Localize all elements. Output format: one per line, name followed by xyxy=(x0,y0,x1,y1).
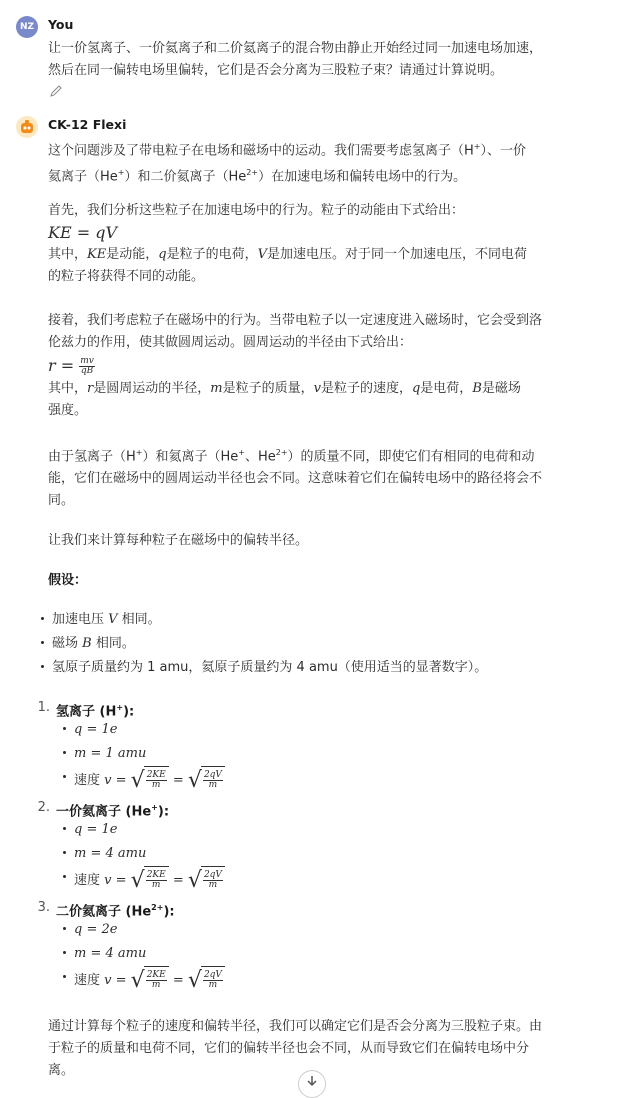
list-number: 3. xyxy=(37,900,50,915)
conclusion-paragraph: 通过计算每个粒子的速度和偏转半径，我们可以确定它们是否会分离为三股粒子束。由 xyxy=(48,1019,543,1034)
ion-item xyxy=(32,796,606,896)
answer-paragraph: 其中，KE是动能，q是粒子的电荷，V是加速电压。对于同一个加速电压，不同电荷 xyxy=(48,247,527,262)
answer-paragraph: 强度。 xyxy=(48,403,88,418)
speed-line: 速度 v = √ $\frac{2KE}{m}$ = √ $\frac{2qV}{m}$ xyxy=(62,966,225,995)
pencil-icon[interactable] xyxy=(49,84,63,98)
charge-line: q = 1e xyxy=(62,818,225,842)
user-text-line: 然后在同一偏转电场里偏转，它们是否会分离为三股粒子束？请通过计算说明。 xyxy=(48,63,504,78)
assumption-item: 加速电压 V 相同。 xyxy=(40,608,606,632)
equation-ke: KE = qV xyxy=(48,223,118,242)
ion-item xyxy=(32,896,606,996)
charge-line: q = 2e xyxy=(62,918,225,942)
answer-paragraph: 的粒子将获得不同的动能。 xyxy=(48,269,205,284)
bot-name: CK-12 Flexi xyxy=(48,117,127,132)
ion-title: 一价氦离子 (He+): xyxy=(56,803,170,820)
list-number: 1. xyxy=(37,700,50,715)
user-text-line: 让一价氢离子、一价氦离子和二价氦离子的混合物由静止开始经过同一加速电场加速， xyxy=(48,41,543,56)
answer-paragraph: 能，它们在磁场中的圆周运动半径也会不同。这意味着它们在偏转电场中的路径将会不 xyxy=(48,471,543,487)
assumption-list xyxy=(40,608,606,680)
mass-line: m = 4 amu xyxy=(62,842,225,866)
answer-paragraph: 由于氢离子（H+）和氦离子（He+、$He^{2+}$）的质量不同，即使它们有相同的电荷和动 xyxy=(48,448,535,465)
user-message xyxy=(16,16,606,106)
speed-line: 速度 v = √ $\frac{2KE}{m}$ = √ $\frac{2qV}{m}$ xyxy=(62,866,225,895)
answer-paragraph: 让我们来计算每种粒子在磁场中的偏转半径。 xyxy=(48,533,309,548)
mass-line: m = 4 amu xyxy=(62,942,225,966)
user-avatar: NZ xyxy=(16,16,38,38)
ion-item xyxy=(32,696,606,796)
conclusion-paragraph: 离。 xyxy=(48,1063,75,1078)
flexi-robot-icon xyxy=(16,116,38,138)
ion-title: 二价氦离子 $(He^{2+})$: xyxy=(56,903,175,920)
bot-message xyxy=(16,116,606,1081)
assumption-item: 氢原子质量约为 1 amu，氦原子质量约为 4 amu（使用适当的显著数字）。 xyxy=(40,656,606,680)
answer-paragraph: 首先，我们分析这些粒子在加速电场中的行为。粒子的动能由下式给出： xyxy=(48,203,465,218)
answer-paragraph: 这个问题涉及了带电粒子在电场和磁场中的运动。我们需要考虑氢离子（H+）、一价 xyxy=(48,142,526,159)
user-text xyxy=(48,38,606,82)
answer-paragraph: 接着，我们考虑粒子在磁场中的行为。当带电粒子以一定速度进入磁场时，它会受到洛 xyxy=(48,313,543,328)
conclusion-paragraph: 于粒子的质量和电荷不同，它们的偏转半径也会不同，从而导致它们在偏转电场中分 xyxy=(48,1041,530,1056)
ion-title: 氢离子 (H+): xyxy=(56,703,135,720)
mass-line: m = 1 amu xyxy=(62,742,225,766)
answer-paragraph: 同。 xyxy=(48,493,75,509)
answer-paragraph: 伦兹力的作用，使其做圆周运动。圆周运动的半径由下式给出： xyxy=(48,335,413,350)
answer-paragraph: 其中，r是圆周运动的半径，m是粒子的质量，v是粒子的速度，q是电荷，B是磁场 xyxy=(48,381,521,396)
charge-line: q = 1e xyxy=(62,718,225,742)
equation-radius: r = $\frac{mv}{qB}$ xyxy=(48,356,94,376)
ion-list xyxy=(32,696,606,996)
speed-line: 速度 v = √ $\frac{2KE}{m}$ = √ $\frac{2qV}{m}$ xyxy=(62,766,225,795)
assumption-item: 磁场 B 相同。 xyxy=(40,632,606,656)
answer-paragraph: 氦离子（He+）和二价氦离子$(He^{2+})$在加速电场和偏转电场中的行为。 xyxy=(48,168,467,185)
user-name: You xyxy=(48,17,74,32)
scroll-down-icon[interactable] xyxy=(298,1070,326,1098)
list-number: 2. xyxy=(37,800,50,815)
assumptions-heading: 假设： xyxy=(48,573,88,588)
